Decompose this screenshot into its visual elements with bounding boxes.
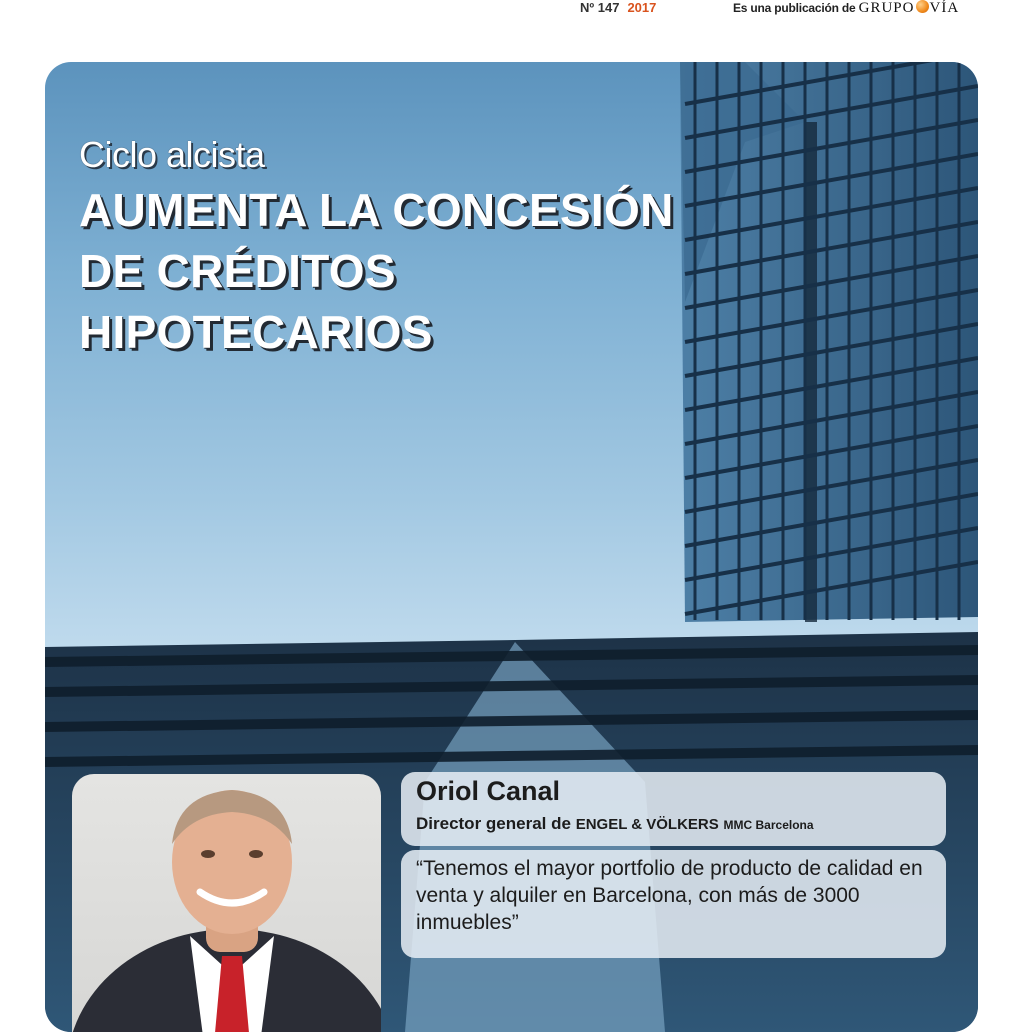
company-name: ENGEL & VÖLKERS [575, 816, 719, 833]
issue-number [580, 0, 656, 15]
headline-line-2: DE CRÉDITOS [79, 245, 396, 297]
pull-quote: “Tenemos el mayor portfolio de producto de calidad en venta y alquiler en Barcelona, con más de 3000 inmuebles” [416, 857, 923, 934]
publisher-credit [733, 0, 959, 17]
company-branch: MMC Barcelona [723, 818, 814, 832]
person-portrait-icon [72, 774, 381, 1032]
orange-dot-icon [916, 0, 929, 13]
publisher-logo [859, 0, 960, 16]
interviewee-card [401, 772, 946, 846]
cover-image [45, 62, 978, 1032]
masthead-bar [0, 0, 1024, 40]
cover-kicker: Ciclo alcista [79, 134, 265, 175]
publisher-prefix: Es una publicación de [733, 1, 856, 15]
headline-line-3: HIPOTECARIOS [79, 306, 433, 358]
interviewee-role [416, 814, 814, 834]
interviewee-name: Oriol Canal [416, 776, 561, 806]
issue-year: 2017 [627, 0, 657, 15]
pull-quote-box [401, 850, 946, 958]
role-prefix: Director general de [416, 814, 571, 833]
brand-right: VÍA [929, 0, 960, 16]
issue-label: Nº 147 [580, 0, 620, 15]
cover-headline [79, 180, 674, 363]
brand-left: GRUPO [858, 0, 915, 16]
headline-line-1: AUMENTA LA CONCESIÓN [79, 184, 674, 236]
portrait-photo [72, 774, 381, 1032]
